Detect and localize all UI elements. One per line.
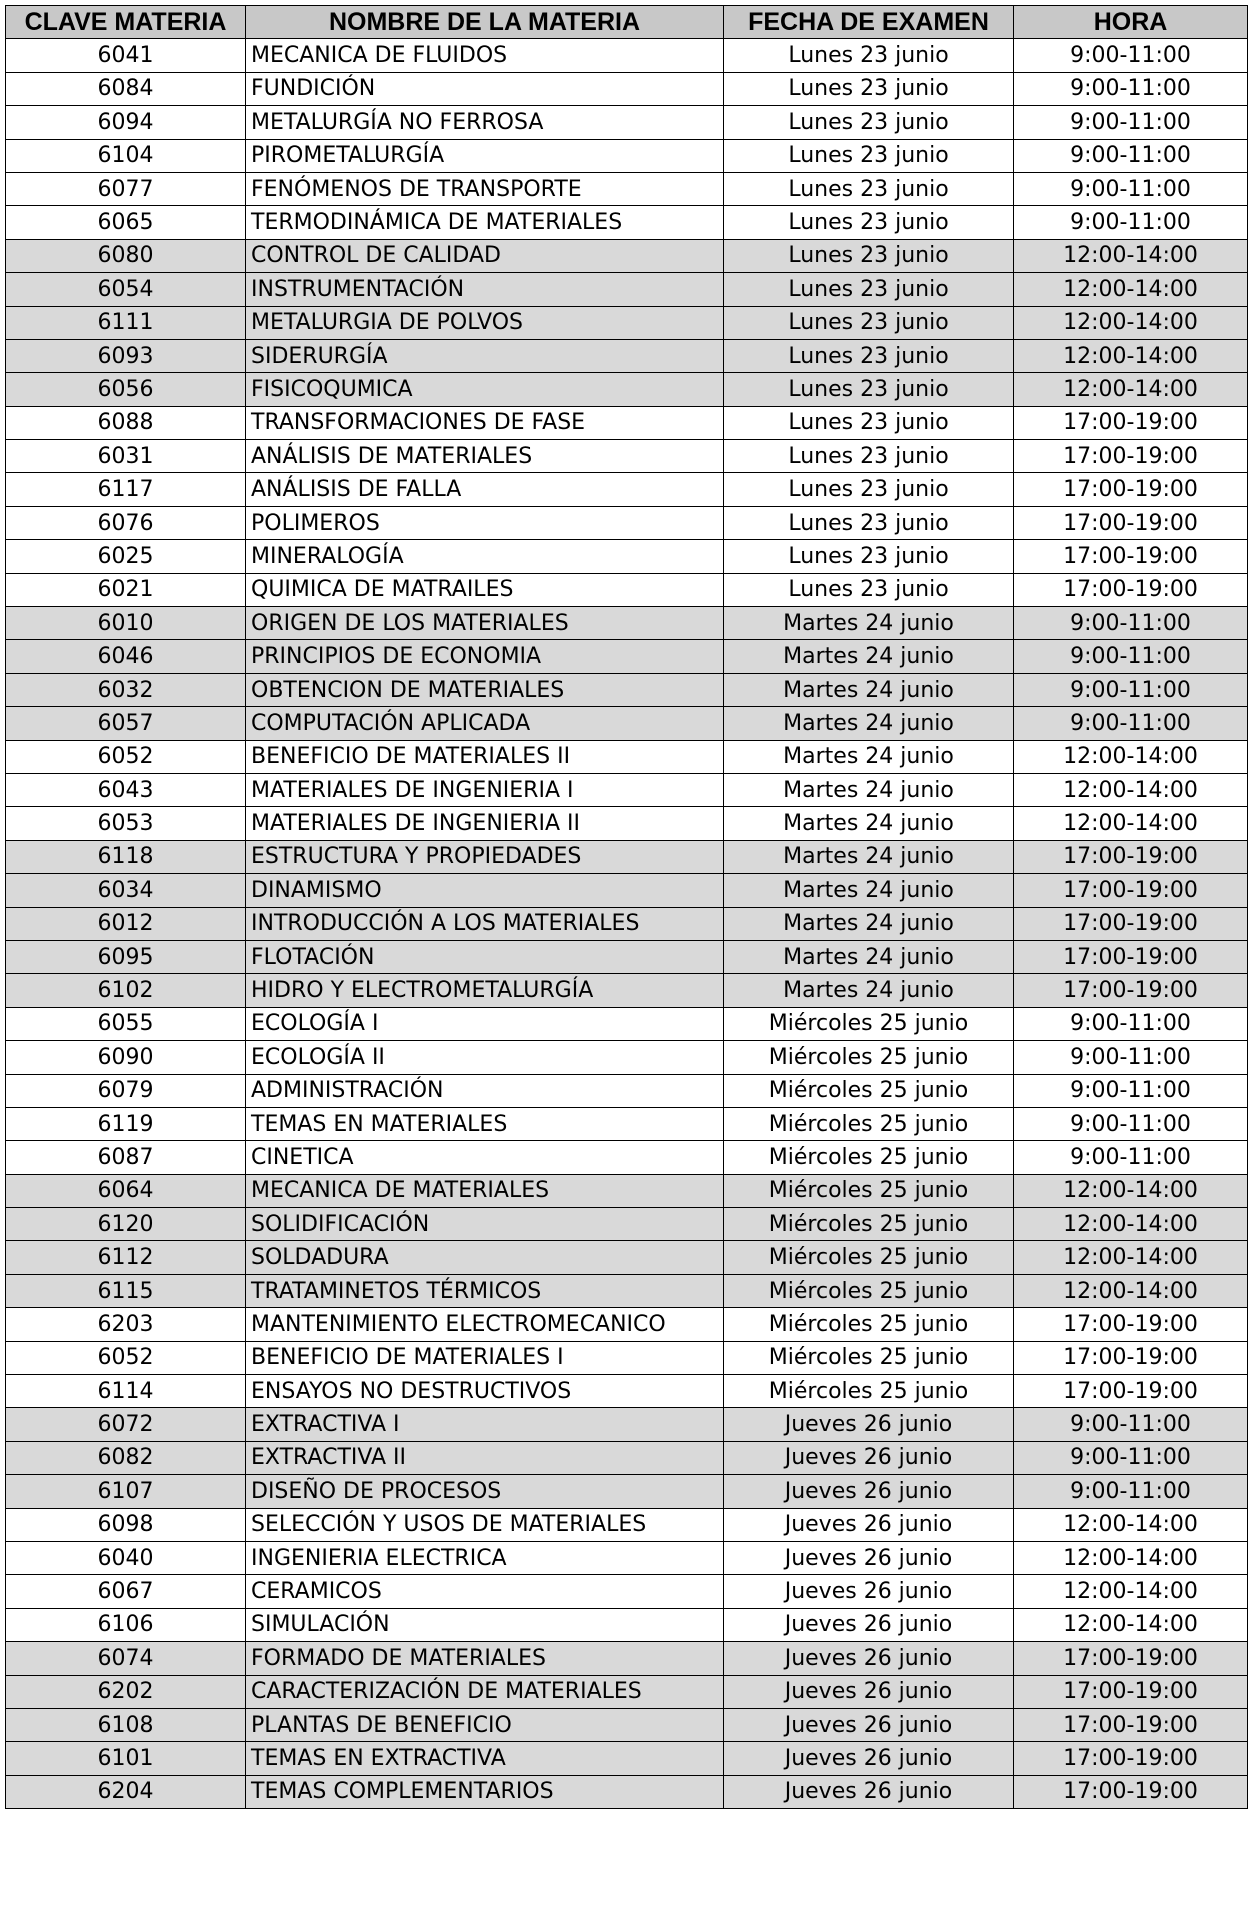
- course-code-cell: 6115: [6, 1274, 246, 1307]
- table-row: [6, 1575, 1248, 1608]
- course-name-cell: ENSAYOS NO DESTRUCTIVOS: [246, 1375, 724, 1408]
- exam-time-cell: 9:00-11:00: [1014, 607, 1248, 640]
- exam-date-cell: Lunes 23 junio: [724, 506, 1014, 539]
- course-name-cell: TEMAS COMPLEMENTARIOS: [246, 1775, 724, 1808]
- exam-date-cell: Martes 24 junio: [724, 673, 1014, 706]
- exam-date-cell: Lunes 23 junio: [724, 172, 1014, 205]
- table-row: [6, 1541, 1248, 1574]
- exam-date-cell: Jueves 26 junio: [724, 1642, 1014, 1675]
- course-name-cell: BENEFICIO DE MATERIALES II: [246, 740, 724, 773]
- course-code-cell: 6043: [6, 773, 246, 806]
- exam-date-cell: Jueves 26 junio: [724, 1708, 1014, 1741]
- table-row: [6, 1508, 1248, 1541]
- course-name-cell: OBTENCION DE MATERIALES: [246, 673, 724, 706]
- exam-date-cell: Jueves 26 junio: [724, 1441, 1014, 1474]
- exam-date-cell: Jueves 26 junio: [724, 1541, 1014, 1574]
- exam-time-cell: 9:00-11:00: [1014, 139, 1248, 172]
- exam-date-cell: Lunes 23 junio: [724, 573, 1014, 606]
- table-row: [6, 1141, 1248, 1174]
- course-name-cell: TRATAMINETOS TÉRMICOS: [246, 1274, 724, 1307]
- exam-time-cell: 17:00-19:00: [1014, 974, 1248, 1007]
- table-row: [6, 573, 1248, 606]
- exam-time-cell: 17:00-19:00: [1014, 1642, 1248, 1675]
- exam-time-cell: 9:00-11:00: [1014, 640, 1248, 673]
- course-name-cell: INSTRUMENTACIÓN: [246, 273, 724, 306]
- course-name-cell: ADMINISTRACIÓN: [246, 1074, 724, 1107]
- exam-time-cell: 12:00-14:00: [1014, 1208, 1248, 1241]
- table-row: [6, 106, 1248, 139]
- table-row: [6, 1408, 1248, 1441]
- exam-date-cell: Lunes 23 junio: [724, 72, 1014, 105]
- table-row: [6, 306, 1248, 339]
- course-name-cell: ANÁLISIS DE MATERIALES: [246, 440, 724, 473]
- course-name-cell: SOLDADURA: [246, 1241, 724, 1274]
- exam-date-cell: Jueves 26 junio: [724, 1408, 1014, 1441]
- table-row: [6, 406, 1248, 439]
- exam-time-cell: 17:00-19:00: [1014, 540, 1248, 573]
- table-body: [6, 39, 1248, 1809]
- course-name-cell: TRANSFORMACIONES DE FASE: [246, 406, 724, 439]
- exam-time-cell: 17:00-19:00: [1014, 940, 1248, 973]
- exam-date-cell: Jueves 26 junio: [724, 1508, 1014, 1541]
- exam-time-cell: 9:00-11:00: [1014, 673, 1248, 706]
- table-row: [6, 540, 1248, 573]
- course-name-cell: QUIMICA DE MATRAILES: [246, 573, 724, 606]
- table-row: [6, 1775, 1248, 1808]
- exam-time-cell: 9:00-11:00: [1014, 707, 1248, 740]
- exam-date-cell: Martes 24 junio: [724, 807, 1014, 840]
- header-hora: HORA: [1014, 6, 1248, 39]
- course-name-cell: FENÓMENOS DE TRANSPORTE: [246, 172, 724, 205]
- table-row: [6, 1708, 1248, 1741]
- exam-date-cell: Martes 24 junio: [724, 974, 1014, 1007]
- course-code-cell: 6032: [6, 673, 246, 706]
- table-row: [6, 339, 1248, 372]
- course-code-cell: 6104: [6, 139, 246, 172]
- table-row: [6, 640, 1248, 673]
- course-code-cell: 6120: [6, 1208, 246, 1241]
- course-name-cell: SELECCIÓN Y USOS DE MATERIALES: [246, 1508, 724, 1541]
- exam-time-cell: 17:00-19:00: [1014, 907, 1248, 940]
- table-row: [6, 1475, 1248, 1508]
- table-row: [6, 72, 1248, 105]
- course-name-cell: SOLIDIFICACIÓN: [246, 1208, 724, 1241]
- exam-time-cell: 9:00-11:00: [1014, 1141, 1248, 1174]
- course-name-cell: PLANTAS DE BENEFICIO: [246, 1708, 724, 1741]
- exam-date-cell: Martes 24 junio: [724, 607, 1014, 640]
- exam-time-cell: 12:00-14:00: [1014, 740, 1248, 773]
- course-code-cell: 6041: [6, 39, 246, 72]
- exam-time-cell: 9:00-11:00: [1014, 1408, 1248, 1441]
- table-row: [6, 1308, 1248, 1341]
- exam-date-cell: Miércoles 25 junio: [724, 1041, 1014, 1074]
- exam-date-cell: Miércoles 25 junio: [724, 1141, 1014, 1174]
- exam-date-cell: Martes 24 junio: [724, 707, 1014, 740]
- course-code-cell: 6031: [6, 440, 246, 473]
- table-row: [6, 1742, 1248, 1775]
- table-row: [6, 874, 1248, 907]
- header-row: [6, 6, 1248, 39]
- exam-time-cell: 9:00-11:00: [1014, 1007, 1248, 1040]
- exam-date-cell: Miércoles 25 junio: [724, 1274, 1014, 1307]
- exam-time-cell: 9:00-11:00: [1014, 1441, 1248, 1474]
- exam-date-cell: Miércoles 25 junio: [724, 1007, 1014, 1040]
- exam-time-cell: 12:00-14:00: [1014, 306, 1248, 339]
- course-name-cell: EXTRACTIVA I: [246, 1408, 724, 1441]
- course-name-cell: ANÁLISIS DE FALLA: [246, 473, 724, 506]
- course-name-cell: CERAMICOS: [246, 1575, 724, 1608]
- course-code-cell: 6118: [6, 840, 246, 873]
- exam-date-cell: Miércoles 25 junio: [724, 1341, 1014, 1374]
- course-name-cell: MECANICA DE FLUIDOS: [246, 39, 724, 72]
- course-name-cell: HIDRO Y ELECTROMETALURGÍA: [246, 974, 724, 1007]
- course-code-cell: 6057: [6, 707, 246, 740]
- course-code-cell: 6052: [6, 740, 246, 773]
- course-name-cell: SIDERURGÍA: [246, 339, 724, 372]
- course-name-cell: METALURGÍA NO FERROSA: [246, 106, 724, 139]
- course-name-cell: BENEFICIO DE MATERIALES I: [246, 1341, 724, 1374]
- exam-date-cell: Lunes 23 junio: [724, 339, 1014, 372]
- course-name-cell: ECOLOGÍA II: [246, 1041, 724, 1074]
- course-name-cell: METALURGIA DE POLVOS: [246, 306, 724, 339]
- exam-date-cell: Miércoles 25 junio: [724, 1208, 1014, 1241]
- exam-time-cell: 17:00-19:00: [1014, 874, 1248, 907]
- course-code-cell: 6040: [6, 1541, 246, 1574]
- table-row: [6, 1074, 1248, 1107]
- exam-date-cell: Lunes 23 junio: [724, 540, 1014, 573]
- exam-time-cell: 17:00-19:00: [1014, 840, 1248, 873]
- exam-date-cell: Jueves 26 junio: [724, 1475, 1014, 1508]
- course-code-cell: 6074: [6, 1642, 246, 1675]
- course-code-cell: 6046: [6, 640, 246, 673]
- table-row: [6, 1274, 1248, 1307]
- exam-time-cell: 12:00-14:00: [1014, 239, 1248, 272]
- exam-time-cell: 12:00-14:00: [1014, 1274, 1248, 1307]
- exam-date-cell: Miércoles 25 junio: [724, 1308, 1014, 1341]
- course-name-cell: MANTENIMIENTO ELECTROMECANICO: [246, 1308, 724, 1341]
- exam-time-cell: 9:00-11:00: [1014, 72, 1248, 105]
- exam-time-cell: 9:00-11:00: [1014, 39, 1248, 72]
- exam-date-cell: Martes 24 junio: [724, 740, 1014, 773]
- course-code-cell: 6106: [6, 1608, 246, 1641]
- table-row: [6, 1642, 1248, 1675]
- course-name-cell: CONTROL DE CALIDAD: [246, 239, 724, 272]
- table-row: [6, 440, 1248, 473]
- exam-date-cell: Jueves 26 junio: [724, 1608, 1014, 1641]
- course-code-cell: 6090: [6, 1041, 246, 1074]
- exam-time-cell: 12:00-14:00: [1014, 1241, 1248, 1274]
- table-row: [6, 907, 1248, 940]
- exam-time-cell: 9:00-11:00: [1014, 1041, 1248, 1074]
- course-name-cell: DINAMISMO: [246, 874, 724, 907]
- exam-time-cell: 12:00-14:00: [1014, 1575, 1248, 1608]
- exam-date-cell: Martes 24 junio: [724, 874, 1014, 907]
- course-code-cell: 6079: [6, 1074, 246, 1107]
- table-row: [6, 139, 1248, 172]
- exam-time-cell: 9:00-11:00: [1014, 172, 1248, 205]
- course-code-cell: 6084: [6, 72, 246, 105]
- course-name-cell: CARACTERIZACIÓN DE MATERIALES: [246, 1675, 724, 1708]
- exam-time-cell: 12:00-14:00: [1014, 273, 1248, 306]
- exam-time-cell: 9:00-11:00: [1014, 206, 1248, 239]
- exam-time-cell: 9:00-11:00: [1014, 1074, 1248, 1107]
- course-code-cell: 6114: [6, 1375, 246, 1408]
- exam-date-cell: Lunes 23 junio: [724, 139, 1014, 172]
- course-name-cell: FLOTACIÓN: [246, 940, 724, 973]
- exam-time-cell: 12:00-14:00: [1014, 1508, 1248, 1541]
- table-row: [6, 1441, 1248, 1474]
- course-code-cell: 6053: [6, 807, 246, 840]
- course-code-cell: 6202: [6, 1675, 246, 1708]
- exam-time-cell: 17:00-19:00: [1014, 1708, 1248, 1741]
- course-name-cell: EXTRACTIVA II: [246, 1441, 724, 1474]
- course-name-cell: ORIGEN DE LOS MATERIALES: [246, 607, 724, 640]
- course-code-cell: 6087: [6, 1141, 246, 1174]
- course-code-cell: 6101: [6, 1742, 246, 1775]
- exam-time-cell: 17:00-19:00: [1014, 1742, 1248, 1775]
- exam-date-cell: Lunes 23 junio: [724, 206, 1014, 239]
- exam-time-cell: 12:00-14:00: [1014, 807, 1248, 840]
- course-name-cell: MINERALOGÍA: [246, 540, 724, 573]
- course-code-cell: 6117: [6, 473, 246, 506]
- table-row: [6, 273, 1248, 306]
- table-row: [6, 1174, 1248, 1207]
- table-row: [6, 506, 1248, 539]
- exam-time-cell: 17:00-19:00: [1014, 506, 1248, 539]
- exam-date-cell: Miércoles 25 junio: [724, 1074, 1014, 1107]
- course-code-cell: 6052: [6, 1341, 246, 1374]
- table-row: [6, 473, 1248, 506]
- exam-time-cell: 9:00-11:00: [1014, 1475, 1248, 1508]
- exam-time-cell: 17:00-19:00: [1014, 1775, 1248, 1808]
- header-clave-materia: CLAVE MATERIA: [6, 6, 246, 39]
- course-name-cell: ECOLOGÍA I: [246, 1007, 724, 1040]
- course-code-cell: 6095: [6, 940, 246, 973]
- course-code-cell: 6067: [6, 1575, 246, 1608]
- exam-time-cell: 12:00-14:00: [1014, 373, 1248, 406]
- course-code-cell: 6010: [6, 607, 246, 640]
- course-name-cell: FISICOQUMICA: [246, 373, 724, 406]
- header-nombre-materia: NOMBRE DE LA MATERIA: [246, 6, 724, 39]
- course-code-cell: 6107: [6, 1475, 246, 1508]
- course-name-cell: INTRODUCCIÓN A LOS MATERIALES: [246, 907, 724, 940]
- course-code-cell: 6108: [6, 1708, 246, 1741]
- exam-date-cell: Miércoles 25 junio: [724, 1375, 1014, 1408]
- course-code-cell: 6021: [6, 573, 246, 606]
- course-name-cell: TEMAS EN EXTRACTIVA: [246, 1742, 724, 1775]
- exam-date-cell: Martes 24 junio: [724, 907, 1014, 940]
- exam-time-cell: 12:00-14:00: [1014, 773, 1248, 806]
- course-name-cell: ESTRUCTURA Y PROPIEDADES: [246, 840, 724, 873]
- table-row: [6, 807, 1248, 840]
- course-code-cell: 6034: [6, 874, 246, 907]
- exam-date-cell: Lunes 23 junio: [724, 273, 1014, 306]
- exam-date-cell: Martes 24 junio: [724, 773, 1014, 806]
- exam-time-cell: 12:00-14:00: [1014, 339, 1248, 372]
- exam-time-cell: 17:00-19:00: [1014, 440, 1248, 473]
- exam-time-cell: 9:00-11:00: [1014, 106, 1248, 139]
- exam-date-cell: Miércoles 25 junio: [724, 1241, 1014, 1274]
- table-row: [6, 1675, 1248, 1708]
- course-code-cell: 6055: [6, 1007, 246, 1040]
- exam-time-cell: 17:00-19:00: [1014, 573, 1248, 606]
- table-row: [6, 172, 1248, 205]
- exam-date-cell: Miércoles 25 junio: [724, 1174, 1014, 1207]
- exam-date-cell: Jueves 26 junio: [724, 1675, 1014, 1708]
- course-code-cell: 6025: [6, 540, 246, 573]
- table-row: [6, 1375, 1248, 1408]
- course-code-cell: 6088: [6, 406, 246, 439]
- course-name-cell: CINETICA: [246, 1141, 724, 1174]
- course-code-cell: 6065: [6, 206, 246, 239]
- table-row: [6, 607, 1248, 640]
- course-name-cell: TEMAS EN MATERIALES: [246, 1107, 724, 1140]
- course-code-cell: 6012: [6, 907, 246, 940]
- table-row: [6, 974, 1248, 1007]
- course-name-cell: MATERIALES DE INGENIERIA I: [246, 773, 724, 806]
- exam-date-cell: Lunes 23 junio: [724, 440, 1014, 473]
- exam-date-cell: Jueves 26 junio: [724, 1742, 1014, 1775]
- exam-date-cell: Lunes 23 junio: [724, 39, 1014, 72]
- exam-time-cell: 9:00-11:00: [1014, 1107, 1248, 1140]
- table-row: [6, 707, 1248, 740]
- course-name-cell: PRINCIPIOS DE ECONOMIA: [246, 640, 724, 673]
- course-code-cell: 6072: [6, 1408, 246, 1441]
- exam-date-cell: Lunes 23 junio: [724, 473, 1014, 506]
- course-name-cell: TERMODINÁMICA DE MATERIALES: [246, 206, 724, 239]
- exam-date-cell: Lunes 23 junio: [724, 239, 1014, 272]
- exam-date-cell: Miércoles 25 junio: [724, 1107, 1014, 1140]
- exam-time-cell: 12:00-14:00: [1014, 1174, 1248, 1207]
- table-row: [6, 673, 1248, 706]
- exam-time-cell: 17:00-19:00: [1014, 1375, 1248, 1408]
- exam-date-cell: Lunes 23 junio: [724, 406, 1014, 439]
- course-name-cell: PIROMETALURGÍA: [246, 139, 724, 172]
- exam-schedule-table: [5, 5, 1248, 1809]
- course-name-cell: DISEÑO DE PROCESOS: [246, 1475, 724, 1508]
- exam-time-cell: 12:00-14:00: [1014, 1541, 1248, 1574]
- table-row: [6, 940, 1248, 973]
- course-code-cell: 6082: [6, 1441, 246, 1474]
- exam-time-cell: 12:00-14:00: [1014, 1608, 1248, 1641]
- table-row: [6, 206, 1248, 239]
- course-code-cell: 6080: [6, 239, 246, 272]
- exam-date-cell: Martes 24 junio: [724, 840, 1014, 873]
- course-name-cell: POLIMEROS: [246, 506, 724, 539]
- table-row: [6, 373, 1248, 406]
- exam-date-cell: Lunes 23 junio: [724, 106, 1014, 139]
- course-code-cell: 6094: [6, 106, 246, 139]
- exam-time-cell: 17:00-19:00: [1014, 1675, 1248, 1708]
- course-name-cell: FUNDICIÓN: [246, 72, 724, 105]
- exam-time-cell: 17:00-19:00: [1014, 473, 1248, 506]
- exam-date-cell: Jueves 26 junio: [724, 1775, 1014, 1808]
- table-row: [6, 840, 1248, 873]
- exam-date-cell: Lunes 23 junio: [724, 373, 1014, 406]
- header-fecha-examen: FECHA DE EXAMEN: [724, 6, 1014, 39]
- table-row: [6, 1208, 1248, 1241]
- table-row: [6, 740, 1248, 773]
- course-name-cell: MATERIALES DE INGENIERIA II: [246, 807, 724, 840]
- course-code-cell: 6119: [6, 1107, 246, 1140]
- course-code-cell: 6056: [6, 373, 246, 406]
- course-code-cell: 6076: [6, 506, 246, 539]
- course-name-cell: MECANICA DE MATERIALES: [246, 1174, 724, 1207]
- table-row: [6, 1608, 1248, 1641]
- exam-date-cell: Lunes 23 junio: [724, 306, 1014, 339]
- table-row: [6, 773, 1248, 806]
- course-code-cell: 6102: [6, 974, 246, 1007]
- table-row: [6, 1341, 1248, 1374]
- course-code-cell: 6204: [6, 1775, 246, 1808]
- exam-date-cell: Martes 24 junio: [724, 940, 1014, 973]
- exam-date-cell: Martes 24 junio: [724, 640, 1014, 673]
- table-row: [6, 1241, 1248, 1274]
- course-code-cell: 6098: [6, 1508, 246, 1541]
- table-row: [6, 39, 1248, 72]
- exam-time-cell: 17:00-19:00: [1014, 1308, 1248, 1341]
- exam-time-cell: 17:00-19:00: [1014, 1341, 1248, 1374]
- course-code-cell: 6054: [6, 273, 246, 306]
- table-row: [6, 1107, 1248, 1140]
- course-name-cell: INGENIERIA ELECTRICA: [246, 1541, 724, 1574]
- table-row: [6, 1007, 1248, 1040]
- table-row: [6, 239, 1248, 272]
- course-code-cell: 6077: [6, 172, 246, 205]
- table-row: [6, 1041, 1248, 1074]
- exam-time-cell: 17:00-19:00: [1014, 406, 1248, 439]
- course-code-cell: 6093: [6, 339, 246, 372]
- course-name-cell: FORMADO DE MATERIALES: [246, 1642, 724, 1675]
- course-code-cell: 6064: [6, 1174, 246, 1207]
- course-name-cell: COMPUTACIÓN APLICADA: [246, 707, 724, 740]
- course-name-cell: SIMULACIÓN: [246, 1608, 724, 1641]
- exam-date-cell: Jueves 26 junio: [724, 1575, 1014, 1608]
- course-code-cell: 6111: [6, 306, 246, 339]
- course-code-cell: 6203: [6, 1308, 246, 1341]
- course-code-cell: 6112: [6, 1241, 246, 1274]
